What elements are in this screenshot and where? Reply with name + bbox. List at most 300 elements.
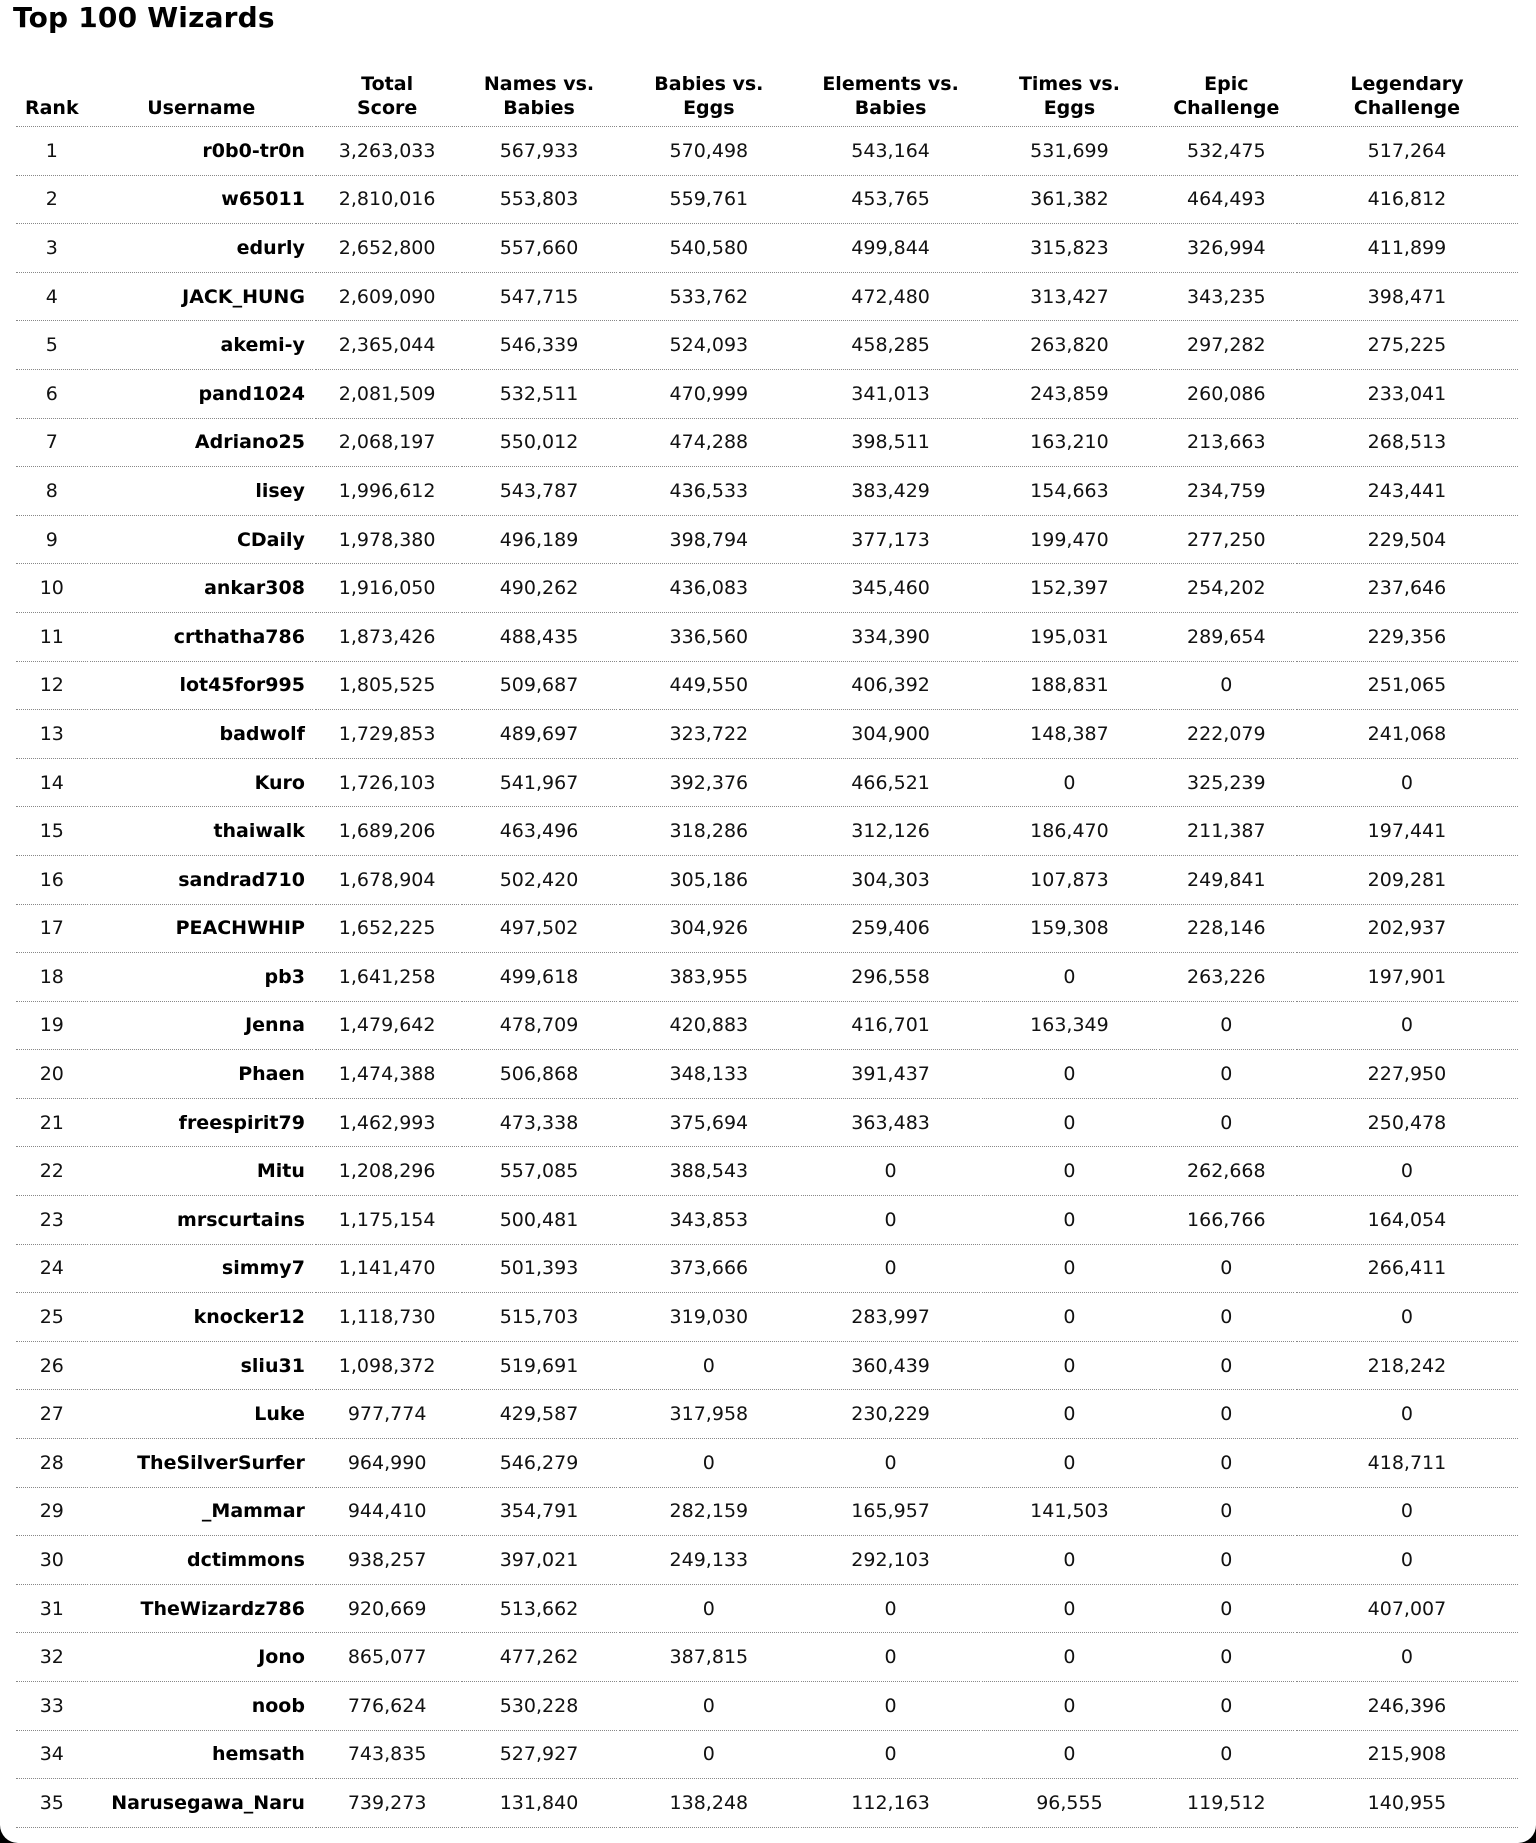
names-vs-babies-cell: 513,662 xyxy=(461,1585,616,1634)
total-score-cell: 1,916,050 xyxy=(315,564,459,613)
total-score-cell: 739,273 xyxy=(315,1779,459,1828)
legendary-challenge-cell: 229,504 xyxy=(1296,516,1518,565)
total-score-cell: 3,263,033 xyxy=(315,127,459,176)
username-cell: edurly xyxy=(90,224,313,273)
names-vs-babies-cell: 532,511 xyxy=(461,370,616,419)
babies-vs-eggs-cell: 282,159 xyxy=(619,1488,799,1537)
elements-vs-babies-cell: 165,957 xyxy=(801,1488,980,1537)
babies-vs-eggs-cell: 436,083 xyxy=(619,564,799,613)
babies-vs-eggs-cell: 373,666 xyxy=(619,1245,799,1294)
legendary-challenge-cell: 0 xyxy=(1296,1002,1518,1051)
epic-challenge-cell: 119,512 xyxy=(1159,1779,1294,1828)
names-vs-babies-cell: 527,927 xyxy=(461,1731,616,1780)
header-username-label: Username xyxy=(147,97,256,119)
times-vs-eggs-cell: 0 xyxy=(982,1585,1157,1634)
names-vs-babies-cell: 509,687 xyxy=(461,662,616,711)
elements-vs-babies-cell: 345,460 xyxy=(801,564,980,613)
rank-cell: 7 xyxy=(16,419,88,468)
table-row xyxy=(16,1682,1518,1731)
names-vs-babies-cell: 499,618 xyxy=(461,953,616,1002)
rank-cell: 34 xyxy=(16,1731,88,1780)
legendary-challenge-cell: 250,478 xyxy=(1296,1099,1518,1148)
rank-cell: 21 xyxy=(16,1099,88,1148)
total-score-cell: 938,257 xyxy=(315,1536,459,1585)
header-rank xyxy=(16,66,88,127)
username-cell: sandrad710 xyxy=(90,856,313,905)
legendary-challenge-cell: 215,908 xyxy=(1296,1731,1518,1780)
rank-cell: 33 xyxy=(16,1682,88,1731)
times-vs-eggs-cell: 0 xyxy=(982,1731,1157,1780)
epic-challenge-cell: 249,841 xyxy=(1159,856,1294,905)
legendary-challenge-cell: 0 xyxy=(1296,759,1518,808)
babies-vs-eggs-cell: 420,883 xyxy=(619,1002,799,1051)
total-score-cell: 1,873,426 xyxy=(315,613,459,662)
babies-vs-eggs-cell: 323,722 xyxy=(619,710,799,759)
epic-challenge-cell: 0 xyxy=(1159,662,1294,711)
legendary-challenge-cell: 233,041 xyxy=(1296,370,1518,419)
names-vs-babies-cell: 550,012 xyxy=(461,419,616,468)
total-score-cell: 1,689,206 xyxy=(315,807,459,856)
names-vs-babies-cell: 557,085 xyxy=(461,1147,616,1196)
legendary-challenge-cell: 218,242 xyxy=(1296,1342,1518,1391)
header-babies-vs-eggs xyxy=(619,66,799,127)
epic-challenge-cell: 277,250 xyxy=(1159,516,1294,565)
username-cell: thaiwalk xyxy=(90,807,313,856)
table-row xyxy=(16,516,1518,565)
header-legendary-challenge xyxy=(1296,66,1518,127)
times-vs-eggs-cell: 154,663 xyxy=(982,467,1157,516)
username-cell: hemsath xyxy=(90,1731,313,1780)
elements-vs-babies-cell: 0 xyxy=(801,1196,980,1245)
elements-vs-babies-cell: 0 xyxy=(801,1731,980,1780)
rank-cell: 1 xyxy=(16,127,88,176)
babies-vs-eggs-cell: 570,498 xyxy=(619,127,799,176)
table-row xyxy=(16,1050,1518,1099)
epic-challenge-cell: 0 xyxy=(1159,1633,1294,1682)
times-vs-eggs-cell: 263,820 xyxy=(982,321,1157,370)
total-score-cell: 2,652,800 xyxy=(315,224,459,273)
header-line: Elements vs. xyxy=(822,73,959,95)
username-cell: Adriano25 xyxy=(90,419,313,468)
times-vs-eggs-cell: 0 xyxy=(982,1245,1157,1294)
header-line: Challenge xyxy=(1173,97,1280,119)
times-vs-eggs-cell: 361,382 xyxy=(982,176,1157,225)
elements-vs-babies-cell: 416,701 xyxy=(801,1002,980,1051)
header-line: Total xyxy=(361,73,414,95)
babies-vs-eggs-cell: 317,958 xyxy=(619,1390,799,1439)
elements-vs-babies-cell: 377,173 xyxy=(801,516,980,565)
epic-challenge-cell: 464,493 xyxy=(1159,176,1294,225)
babies-vs-eggs-cell: 0 xyxy=(619,1682,799,1731)
total-score-cell: 1,141,470 xyxy=(315,1245,459,1294)
total-score-cell: 865,077 xyxy=(315,1633,459,1682)
username-cell: Phaen xyxy=(90,1050,313,1099)
header-times-vs-eggs xyxy=(982,66,1157,127)
names-vs-babies-cell: 473,338 xyxy=(461,1099,616,1148)
total-score-cell: 1,996,612 xyxy=(315,467,459,516)
table-row xyxy=(16,856,1518,905)
username-cell: sliu31 xyxy=(90,1342,313,1391)
table-row xyxy=(16,1293,1518,1342)
total-score-cell: 1,208,296 xyxy=(315,1147,459,1196)
babies-vs-eggs-cell: 343,853 xyxy=(619,1196,799,1245)
total-score-cell: 944,410 xyxy=(315,1488,459,1537)
epic-challenge-cell: 213,663 xyxy=(1159,419,1294,468)
epic-challenge-cell: 166,766 xyxy=(1159,1196,1294,1245)
rank-cell: 12 xyxy=(16,662,88,711)
names-vs-babies-cell: 478,709 xyxy=(461,1002,616,1051)
table-row xyxy=(16,1488,1518,1537)
total-score-cell: 1,805,525 xyxy=(315,662,459,711)
legendary-challenge-cell: 0 xyxy=(1296,1147,1518,1196)
babies-vs-eggs-cell: 474,288 xyxy=(619,419,799,468)
rank-cell: 11 xyxy=(16,613,88,662)
table-row xyxy=(16,710,1518,759)
names-vs-babies-cell: 547,715 xyxy=(461,273,616,322)
times-vs-eggs-cell: 0 xyxy=(982,1682,1157,1731)
times-vs-eggs-cell: 195,031 xyxy=(982,613,1157,662)
username-cell: badwolf xyxy=(90,710,313,759)
header-names-vs-babies xyxy=(461,66,616,127)
babies-vs-eggs-cell: 388,543 xyxy=(619,1147,799,1196)
elements-vs-babies-cell: 363,483 xyxy=(801,1099,980,1148)
names-vs-babies-cell: 557,660 xyxy=(461,224,616,273)
legendary-challenge-cell: 140,955 xyxy=(1296,1779,1518,1828)
table-row xyxy=(16,807,1518,856)
epic-challenge-cell: 0 xyxy=(1159,1050,1294,1099)
username-cell: Jono xyxy=(90,1633,313,1682)
elements-vs-babies-cell: 466,521 xyxy=(801,759,980,808)
elements-vs-babies-cell: 112,163 xyxy=(801,1779,980,1828)
elements-vs-babies-cell: 406,392 xyxy=(801,662,980,711)
header-line: Babies xyxy=(854,97,927,119)
legendary-challenge-cell: 0 xyxy=(1296,1293,1518,1342)
names-vs-babies-cell: 497,502 xyxy=(461,905,616,954)
elements-vs-babies-cell: 360,439 xyxy=(801,1342,980,1391)
total-score-cell: 1,652,225 xyxy=(315,905,459,954)
table-row xyxy=(16,953,1518,1002)
table-row xyxy=(16,176,1518,225)
elements-vs-babies-cell: 0 xyxy=(801,1439,980,1488)
rank-cell: 13 xyxy=(16,710,88,759)
username-cell: dctimmons xyxy=(90,1536,313,1585)
times-vs-eggs-cell: 243,859 xyxy=(982,370,1157,419)
times-vs-eggs-cell: 531,699 xyxy=(982,127,1157,176)
epic-challenge-cell: 0 xyxy=(1159,1488,1294,1537)
times-vs-eggs-cell: 0 xyxy=(982,1536,1157,1585)
legendary-challenge-cell: 164,054 xyxy=(1296,1196,1518,1245)
babies-vs-eggs-cell: 470,999 xyxy=(619,370,799,419)
babies-vs-eggs-cell: 305,186 xyxy=(619,856,799,905)
times-vs-eggs-cell: 152,397 xyxy=(982,564,1157,613)
username-cell: Luke xyxy=(90,1390,313,1439)
elements-vs-babies-cell: 0 xyxy=(801,1147,980,1196)
table-row xyxy=(16,613,1518,662)
babies-vs-eggs-cell: 559,761 xyxy=(619,176,799,225)
elements-vs-babies-cell: 458,285 xyxy=(801,321,980,370)
rank-cell: 15 xyxy=(16,807,88,856)
names-vs-babies-cell: 397,021 xyxy=(461,1536,616,1585)
header-username xyxy=(90,66,313,127)
times-vs-eggs-cell: 159,308 xyxy=(982,905,1157,954)
babies-vs-eggs-cell: 138,248 xyxy=(619,1779,799,1828)
table-row xyxy=(16,662,1518,711)
elements-vs-babies-cell: 283,997 xyxy=(801,1293,980,1342)
legendary-challenge-cell: 246,396 xyxy=(1296,1682,1518,1731)
username-cell: noob xyxy=(90,1682,313,1731)
rank-cell: 35 xyxy=(16,1779,88,1828)
total-score-cell: 776,624 xyxy=(315,1682,459,1731)
total-score-cell: 1,729,853 xyxy=(315,710,459,759)
legendary-challenge-cell: 229,356 xyxy=(1296,613,1518,662)
epic-challenge-cell: 532,475 xyxy=(1159,127,1294,176)
names-vs-babies-cell: 530,228 xyxy=(461,1682,616,1731)
times-vs-eggs-cell: 141,503 xyxy=(982,1488,1157,1537)
legendary-challenge-cell: 0 xyxy=(1296,1390,1518,1439)
babies-vs-eggs-cell: 398,794 xyxy=(619,516,799,565)
names-vs-babies-cell: 502,420 xyxy=(461,856,616,905)
total-score-cell: 2,365,044 xyxy=(315,321,459,370)
names-vs-babies-cell: 477,262 xyxy=(461,1633,616,1682)
times-vs-eggs-cell: 0 xyxy=(982,1099,1157,1148)
babies-vs-eggs-cell: 383,955 xyxy=(619,953,799,1002)
names-vs-babies-cell: 543,787 xyxy=(461,467,616,516)
names-vs-babies-cell: 496,189 xyxy=(461,516,616,565)
babies-vs-eggs-cell: 540,580 xyxy=(619,224,799,273)
legendary-challenge-cell: 266,411 xyxy=(1296,1245,1518,1294)
epic-challenge-cell: 289,654 xyxy=(1159,613,1294,662)
epic-challenge-cell: 0 xyxy=(1159,1293,1294,1342)
total-score-cell: 1,098,372 xyxy=(315,1342,459,1391)
legendary-challenge-cell: 418,711 xyxy=(1296,1439,1518,1488)
total-score-cell: 1,175,154 xyxy=(315,1196,459,1245)
elements-vs-babies-cell: 398,511 xyxy=(801,419,980,468)
babies-vs-eggs-cell: 449,550 xyxy=(619,662,799,711)
names-vs-babies-cell: 506,868 xyxy=(461,1050,616,1099)
epic-challenge-cell: 254,202 xyxy=(1159,564,1294,613)
rank-cell: 29 xyxy=(16,1488,88,1537)
babies-vs-eggs-cell: 533,762 xyxy=(619,273,799,322)
times-vs-eggs-cell: 0 xyxy=(982,759,1157,808)
legendary-challenge-cell: 227,950 xyxy=(1296,1050,1518,1099)
rank-cell: 10 xyxy=(16,564,88,613)
total-score-cell: 743,835 xyxy=(315,1731,459,1780)
elements-vs-babies-cell: 0 xyxy=(801,1585,980,1634)
epic-challenge-cell: 0 xyxy=(1159,1731,1294,1780)
username-cell: akemi-y xyxy=(90,321,313,370)
username-cell: TheWizardz786 xyxy=(90,1585,313,1634)
legendary-challenge-cell: 251,065 xyxy=(1296,662,1518,711)
header-line: Score xyxy=(357,97,418,119)
legendary-challenge-cell: 197,901 xyxy=(1296,953,1518,1002)
times-vs-eggs-cell: 186,470 xyxy=(982,807,1157,856)
epic-challenge-cell: 0 xyxy=(1159,1439,1294,1488)
epic-challenge-cell: 0 xyxy=(1159,1099,1294,1148)
rank-cell: 32 xyxy=(16,1633,88,1682)
username-cell: freespirit79 xyxy=(90,1099,313,1148)
leaderboard-table xyxy=(14,66,1520,1828)
rank-cell: 20 xyxy=(16,1050,88,1099)
username-cell: Kuro xyxy=(90,759,313,808)
table-row xyxy=(16,1536,1518,1585)
epic-challenge-cell: 325,239 xyxy=(1159,759,1294,808)
elements-vs-babies-cell: 0 xyxy=(801,1633,980,1682)
rank-cell: 25 xyxy=(16,1293,88,1342)
legendary-challenge-cell: 268,513 xyxy=(1296,419,1518,468)
legendary-challenge-cell: 275,225 xyxy=(1296,321,1518,370)
table-row xyxy=(16,1099,1518,1148)
babies-vs-eggs-cell: 375,694 xyxy=(619,1099,799,1148)
table-row xyxy=(16,1245,1518,1294)
epic-challenge-cell: 0 xyxy=(1159,1245,1294,1294)
times-vs-eggs-cell: 0 xyxy=(982,1390,1157,1439)
babies-vs-eggs-cell: 0 xyxy=(619,1439,799,1488)
table-row xyxy=(16,321,1518,370)
babies-vs-eggs-cell: 0 xyxy=(619,1731,799,1780)
legendary-challenge-cell: 0 xyxy=(1296,1488,1518,1537)
total-score-cell: 2,810,016 xyxy=(315,176,459,225)
times-vs-eggs-cell: 148,387 xyxy=(982,710,1157,759)
babies-vs-eggs-cell: 392,376 xyxy=(619,759,799,808)
names-vs-babies-cell: 500,481 xyxy=(461,1196,616,1245)
rank-cell: 30 xyxy=(16,1536,88,1585)
rank-cell: 9 xyxy=(16,516,88,565)
rank-cell: 5 xyxy=(16,321,88,370)
rank-cell: 6 xyxy=(16,370,88,419)
username-cell: mrscurtains xyxy=(90,1196,313,1245)
rank-cell: 26 xyxy=(16,1342,88,1391)
rank-cell: 14 xyxy=(16,759,88,808)
username-cell: JACK_HUNG xyxy=(90,273,313,322)
header-epic-challenge xyxy=(1159,66,1294,127)
rank-cell: 17 xyxy=(16,905,88,954)
table-row xyxy=(16,759,1518,808)
elements-vs-babies-cell: 259,406 xyxy=(801,905,980,954)
total-score-cell: 2,081,509 xyxy=(315,370,459,419)
table-row xyxy=(16,273,1518,322)
table-row xyxy=(16,370,1518,419)
times-vs-eggs-cell: 0 xyxy=(982,953,1157,1002)
babies-vs-eggs-cell: 0 xyxy=(619,1342,799,1391)
username-cell: w65011 xyxy=(90,176,313,225)
names-vs-babies-cell: 519,691 xyxy=(461,1342,616,1391)
table-row xyxy=(16,905,1518,954)
rank-cell: 2 xyxy=(16,176,88,225)
username-cell: PEACHWHIP xyxy=(90,905,313,954)
total-score-cell: 1,978,380 xyxy=(315,516,459,565)
legendary-challenge-cell: 209,281 xyxy=(1296,856,1518,905)
rank-cell: 3 xyxy=(16,224,88,273)
legendary-challenge-cell: 202,937 xyxy=(1296,905,1518,954)
epic-challenge-cell: 0 xyxy=(1159,1390,1294,1439)
legendary-challenge-cell: 197,441 xyxy=(1296,807,1518,856)
table-row xyxy=(16,1633,1518,1682)
total-score-cell: 920,669 xyxy=(315,1585,459,1634)
names-vs-babies-cell: 501,393 xyxy=(461,1245,616,1294)
times-vs-eggs-cell: 0 xyxy=(982,1050,1157,1099)
table-row xyxy=(16,224,1518,273)
epic-challenge-cell: 0 xyxy=(1159,1585,1294,1634)
header-line: Challenge xyxy=(1353,97,1461,119)
total-score-cell: 1,118,730 xyxy=(315,1293,459,1342)
legendary-challenge-cell: 398,471 xyxy=(1296,273,1518,322)
babies-vs-eggs-cell: 249,133 xyxy=(619,1536,799,1585)
names-vs-babies-cell: 354,791 xyxy=(461,1488,616,1537)
epic-challenge-cell: 0 xyxy=(1159,1536,1294,1585)
total-score-cell: 1,479,642 xyxy=(315,1002,459,1051)
epic-challenge-cell: 343,235 xyxy=(1159,273,1294,322)
names-vs-babies-cell: 463,496 xyxy=(461,807,616,856)
username-cell: crthatha786 xyxy=(90,613,313,662)
total-score-cell: 1,726,103 xyxy=(315,759,459,808)
elements-vs-babies-cell: 341,013 xyxy=(801,370,980,419)
times-vs-eggs-cell: 163,349 xyxy=(982,1002,1157,1051)
total-score-cell: 2,068,197 xyxy=(315,419,459,468)
names-vs-babies-cell: 541,967 xyxy=(461,759,616,808)
total-score-cell: 1,474,388 xyxy=(315,1050,459,1099)
epic-challenge-cell: 0 xyxy=(1159,1342,1294,1391)
elements-vs-babies-cell: 334,390 xyxy=(801,613,980,662)
elements-vs-babies-cell: 383,429 xyxy=(801,467,980,516)
username-cell: CDaily xyxy=(90,516,313,565)
legendary-challenge-cell: 411,899 xyxy=(1296,224,1518,273)
table-row xyxy=(16,127,1518,176)
elements-vs-babies-cell: 472,480 xyxy=(801,273,980,322)
babies-vs-eggs-cell: 304,926 xyxy=(619,905,799,954)
username-cell: Mitu xyxy=(90,1147,313,1196)
header-total-score xyxy=(315,66,459,127)
elements-vs-babies-cell: 304,900 xyxy=(801,710,980,759)
epic-challenge-cell: 211,387 xyxy=(1159,807,1294,856)
epic-challenge-cell: 326,994 xyxy=(1159,224,1294,273)
username-cell: _Mammar xyxy=(90,1488,313,1537)
elements-vs-babies-cell: 0 xyxy=(801,1245,980,1294)
times-vs-eggs-cell: 0 xyxy=(982,1439,1157,1488)
header-line: Names vs. xyxy=(483,73,595,95)
total-score-cell: 1,678,904 xyxy=(315,856,459,905)
username-cell: pand1024 xyxy=(90,370,313,419)
header-line: Legendary xyxy=(1350,73,1464,95)
times-vs-eggs-cell: 188,831 xyxy=(982,662,1157,711)
babies-vs-eggs-cell: 436,533 xyxy=(619,467,799,516)
header-row xyxy=(16,66,1518,127)
names-vs-babies-cell: 546,339 xyxy=(461,321,616,370)
total-score-cell: 977,774 xyxy=(315,1390,459,1439)
elements-vs-babies-cell: 543,164 xyxy=(801,127,980,176)
legendary-challenge-cell: 407,007 xyxy=(1296,1585,1518,1634)
total-score-cell: 1,641,258 xyxy=(315,953,459,1002)
header-line: Babies xyxy=(503,97,575,119)
legendary-challenge-cell: 243,441 xyxy=(1296,467,1518,516)
legendary-challenge-cell: 416,812 xyxy=(1296,176,1518,225)
epic-challenge-cell: 0 xyxy=(1159,1682,1294,1731)
rank-cell: 24 xyxy=(16,1245,88,1294)
elements-vs-babies-cell: 304,303 xyxy=(801,856,980,905)
times-vs-eggs-cell: 96,555 xyxy=(982,1779,1157,1828)
times-vs-eggs-cell: 313,427 xyxy=(982,273,1157,322)
header-elements-vs-babies xyxy=(801,66,980,127)
table-row xyxy=(16,1147,1518,1196)
table-row xyxy=(16,1439,1518,1488)
names-vs-babies-cell: 553,803 xyxy=(461,176,616,225)
username-cell: knocker12 xyxy=(90,1293,313,1342)
leaderboard-rows xyxy=(16,127,1518,1828)
table-row xyxy=(16,419,1518,468)
table-row xyxy=(16,1779,1518,1828)
username-cell: lisey xyxy=(90,467,313,516)
username-cell: pb3 xyxy=(90,953,313,1002)
epic-challenge-cell: 262,668 xyxy=(1159,1147,1294,1196)
